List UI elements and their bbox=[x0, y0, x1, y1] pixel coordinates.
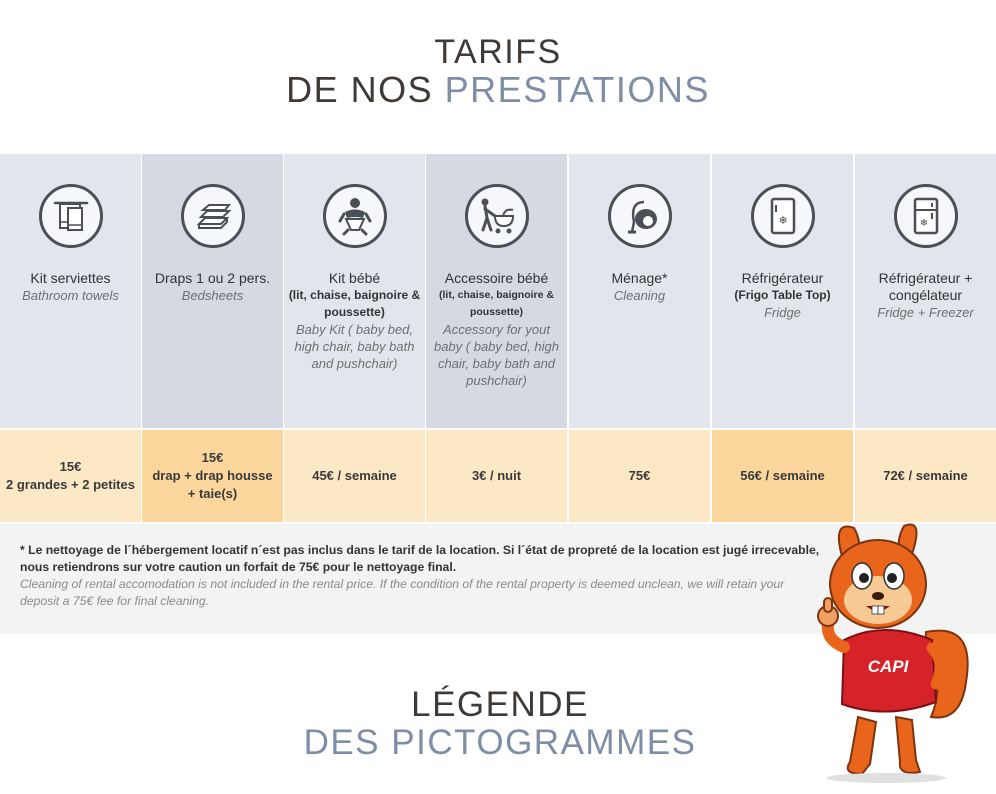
vacuum-icon bbox=[608, 184, 672, 248]
page-title bbox=[0, 34, 996, 110]
service-price-note: drap + drap housse + taie(s) bbox=[152, 468, 273, 501]
service-price-cell bbox=[426, 430, 567, 522]
mascot-arm bbox=[828, 624, 844, 647]
bedsheets-icon bbox=[181, 184, 245, 248]
service-header bbox=[855, 154, 996, 428]
service-name: Ménage* bbox=[611, 270, 668, 286]
service-header bbox=[426, 154, 567, 428]
service-header bbox=[0, 154, 141, 428]
service-name: Accessoire bébé bbox=[444, 270, 549, 286]
service-english: Cleaning bbox=[613, 288, 666, 303]
service-english: Accessory for yout baby ( baby bed, high chair, baby bath and pushchair) bbox=[433, 322, 560, 388]
service-price: 45€ / semaine bbox=[312, 468, 397, 483]
service-price-cell bbox=[712, 430, 853, 522]
fridge-icon bbox=[751, 184, 815, 248]
service-price: 3€ / nuit bbox=[471, 468, 522, 483]
service-label bbox=[573, 270, 706, 304]
cleaning-footnote bbox=[20, 542, 820, 610]
legend-line-2: DES PICTOGRAMMES bbox=[303, 723, 697, 762]
legend-line-1: LÉGENDE bbox=[411, 685, 589, 724]
service-label bbox=[859, 270, 992, 321]
footnote-french: * Le nettoyage de l´hébergement locatif n´est pas inclus dans le tarif de la location. Si l´état de propreté de la location est jugé irrecevable, nous retiendrons sur votre caution un forfait de 75€ pour le nettoyage final. bbox=[20, 543, 820, 574]
service-label bbox=[716, 270, 849, 321]
service-price-cell bbox=[0, 430, 141, 522]
service-header bbox=[142, 154, 283, 428]
service-column-fridge-freezer bbox=[855, 154, 996, 522]
service-price: 72€ / semaine bbox=[883, 468, 968, 483]
service-label bbox=[4, 270, 137, 304]
service-price-cell bbox=[855, 430, 996, 522]
footnote-english: Cleaning of rental accomodation is not included in the rental price. If the condition of the rental property is deemed unclean, we will retain your deposit a 75€ fee for final cleaning. bbox=[20, 577, 785, 608]
service-english: Baby Kit ( baby bed, high chair, baby bath and pushchair) bbox=[294, 322, 415, 371]
service-column-fridge bbox=[712, 154, 853, 522]
svg-text:❄: ❄ bbox=[777, 214, 788, 227]
title-line-2-light: PRESTATIONS bbox=[444, 69, 710, 110]
service-price-cell bbox=[284, 430, 425, 522]
service-price-cell bbox=[142, 430, 283, 522]
service-price-cell bbox=[569, 430, 710, 522]
service-column-cleaning bbox=[569, 154, 710, 522]
service-header bbox=[569, 154, 710, 428]
title-line-2-dark: DE NOS bbox=[286, 69, 434, 110]
pricing-table bbox=[0, 154, 996, 522]
service-english: Fridge + Freezer bbox=[877, 305, 974, 320]
service-details: (Frigo Table Top) bbox=[734, 288, 831, 302]
service-column-bedsheets bbox=[142, 154, 283, 522]
service-name: Réfrigérateur + congélateur bbox=[878, 270, 973, 303]
fridge-freezer-icon bbox=[894, 184, 958, 248]
service-name: Kit serviettes bbox=[30, 270, 111, 286]
service-price: 75€ bbox=[628, 468, 651, 483]
service-english: Bedsheets bbox=[181, 288, 244, 303]
service-column-baby-accessory bbox=[426, 154, 567, 522]
service-header bbox=[712, 154, 853, 428]
service-price-note: 2 grandes + 2 petites bbox=[6, 477, 135, 492]
service-details: (lit, chaise, baignoire & poussette) bbox=[288, 288, 421, 319]
service-name: Réfrigérateur bbox=[741, 270, 824, 286]
towels-icon bbox=[39, 184, 103, 248]
service-header bbox=[284, 154, 425, 428]
service-name: Draps 1 ou 2 pers. bbox=[154, 270, 271, 286]
service-column-baby-kit bbox=[284, 154, 425, 522]
service-english: Fridge bbox=[764, 305, 801, 320]
svg-text:❄: ❄ bbox=[919, 218, 928, 229]
service-price: 15€ bbox=[59, 459, 82, 474]
service-name: Kit bébé bbox=[328, 270, 381, 286]
legend-title bbox=[220, 686, 780, 762]
stroller-icon bbox=[465, 184, 529, 248]
mascot-leg-left bbox=[848, 717, 876, 774]
service-label bbox=[430, 270, 563, 389]
mascot-leg-right bbox=[896, 717, 920, 773]
service-english: Bathroom towels bbox=[22, 288, 119, 303]
service-price: 15€ bbox=[201, 450, 224, 465]
service-price: 56€ / semaine bbox=[740, 468, 825, 483]
baby-icon bbox=[323, 184, 387, 248]
title-line-2 bbox=[0, 70, 996, 110]
service-column-towels bbox=[0, 154, 141, 522]
service-label bbox=[146, 270, 279, 304]
squirrel-mascot bbox=[806, 512, 978, 784]
title-line-1: TARIFS bbox=[434, 33, 562, 71]
mascot-shirt-text: CAPI bbox=[867, 657, 909, 676]
service-label bbox=[288, 270, 421, 372]
service-details: (lit, chaise, baignoire & poussette) bbox=[439, 289, 554, 318]
